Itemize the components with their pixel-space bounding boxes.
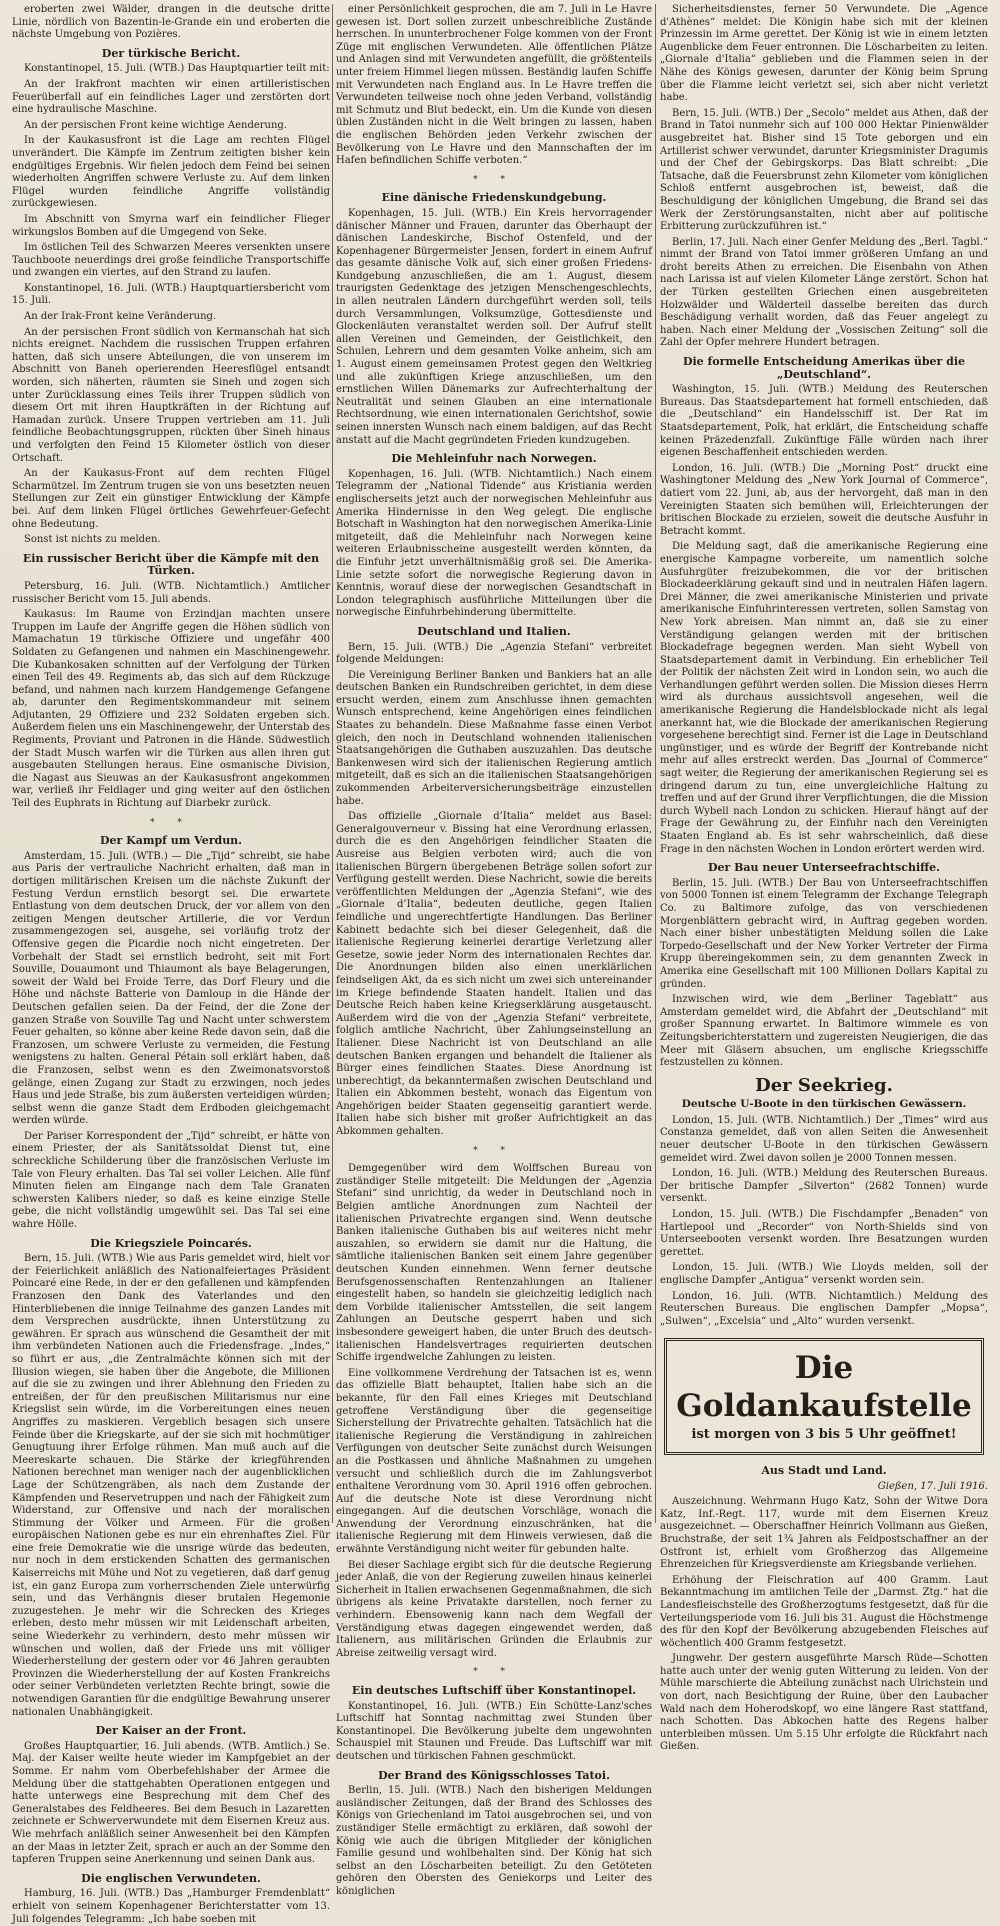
article-paragraph: Bei dieser Sachlage ergibt sich für die deutsche Regierung jeder Anlaß, die von der Regierung zuweilen hinaus keinerlei Sicherheit in Italien erwachsenen Gegenmaßnahmen, die sich übrigens als keine Privatakte darstellen, noch ferner zu verhindern. Ebensowenig kann nach dem Wegfall der Verständigung etwas dagegen eingewendet werden, daß Italienern, aus militärischen Gründen die Erlaubnis zur Abreise zeitweilig versagt wird. [336, 1559, 652, 1659]
article-paragraph: Petersburg, 16. Juli. (WTB. Nichtamtlich.) Amtlicher russischer Bericht vom 15. Juli abends. [12, 580, 330, 605]
article-paragraph: Sonst ist nichts zu melden. [24, 534, 161, 546]
article-paragraph: Hamburg, 16. Juli. (WTB.) Das „Hamburger Fremdenblatt“ erhielt von seinem Kopenhagener Berichterstatter vom 13. Juli folgendes Telegramm: „Ich habe soeben mit [12, 1888, 330, 1925]
article-headline: Eine dänische Friedenskundgebung. [381, 191, 607, 205]
article-paragraph: An der persischen Front keine wichtige Aenderung. [24, 119, 288, 131]
article-paragraph: London, 16. Juli. (WTB.) Meldung des Reuterschen Bureaus. Der britische Dampfer „Silverton“ (2682 Tonnen) wurde versenkt. [660, 1168, 988, 1205]
advertisement-box [664, 1338, 984, 1455]
article-headline: Der Kaiser an der Front. [95, 1724, 247, 1738]
section-separator: * * [150, 817, 192, 828]
article-paragraph: Kaukasus: Im Raume von Erzindjan machten unsere Truppen im Laufe der Angriffe gegen die Höhen südlich von Mamachatun 19 türkische Offiziere und ungefähr 400 Soldaten zu Gefangenen und nahmen ein Maschinengewehr. Die Kubankosaken schnitten auf der Verfolgung der Türken einen Teil des 49. Regiments ab, das sich auf dem Rückzuge befand, und nahmen nach kurzem Handgemenge Gefangene ab, darunter den Regimentskommandeur mit seinem Adjutanten, 29 Offiziere und 232 Soldaten ergeben sich. Außerdem fielen uns ein Maschinengewehr, der Unterstab des Regiments, Proviant und Patronen in die Hände. Südwestlich der Stadt Musch warfen wir die Türken aus allen ihren gut ausgebauten Stellungen heraus. Eine osmanische Division, die Nagast aus Sieuwas an der Kaukasusfront angekommen war, verließ ihr Feldlager und ging weiter auf den östlichen Teil des Euphrats in Richtung auf Diarbekr zurück. [12, 609, 330, 810]
article-paragraph: eroberten zwei Wälder, drangen in die deutsche dritte Linie, nördlich von Bazentin-le-Grande ein und eroberten die nächste Umgebung von Pozières. [12, 4, 330, 41]
article-headline: Die englischen Verwundeten. [81, 1871, 261, 1885]
article-paragraph: An der Irak-Front keine Veränderung. [24, 311, 217, 323]
section-separator: * * [473, 1667, 515, 1678]
article-paragraph: Im östlichen Teil des Schwarzen Meeres versenkten unsere Tauchboote neuerdings drei große feindliche Transportschiffe und zwangen ein viertes, auf den Strand zu laufen. [12, 242, 330, 279]
article-paragraph: An der Irakfront machten wir einen artilleristischen Feuerüberfall auf ein feindliches Lager und zerstörten dort eine hydraulische Maschine. [12, 78, 330, 116]
advertisement-title: Die Goldankaufstelle [676, 1350, 972, 1425]
article-paragraph: Jungwehr. Der gestern ausgeführte Marsch Rüde—Schotten hatte auch unter der wenig guten Witterung zu leiden. Von der Mühle marschierte die Abteilung zunächst nach Ulrichstein und von dort, nach Besichtigung der Ruine, über den Laubacher Wald nach dem Hoherodskopf, wo eine längere Rast stattfand, nach Schotten. Das Abkochen hatte des Regens halber unterbleiben müssen. Um 5.15 Uhr erfolgte die Rückfahrt nach Gießen. [660, 1653, 988, 1753]
article-paragraph: Großes Hauptquartier, 16. Juli abends. (WTB. Amtlich.) Se. Maj. der Kaiser weilte heute wieder im Kampfgebiet an der Somme. Er nahm vom Oberbefehlshaber der Armee die Meldung über die stattgehabten Operationen entgegen und hatte unterwegs eine Besprechung mit dem Chef des Generalstabes des Feldheeres. Bei dem Besuch in Lazaretten zeichnete er Schwerverwundete mit dem Eisernen Kreuz aus. Wie mehrfach anläßlich seiner Anwesenheit bei den Kämpfen an der Maas in letzter Zeit, sprach er auch an der Somme den tapferen Truppen seine Anerkennung und seinen Dank aus. [12, 1740, 330, 1866]
article-paragraph: Die Meldung sagt, daß die amerikanische Regierung eine energische Kampagne vorbereite, um namentlich solche Ausfuhrgüter freizubekommen, die vor der britischen Blockadeerklärung gekauft sind und in neutralen Häfen lagern. Drei Männer, die zwei amerikanische Ministerien und private amerikanische Einfuhrinteressen vertreten, sollen Samstag von New York abreisen. Man nimmt an, daß sie zu einer Verständigung gelangen werden mit der britischen Blockadefrage begegnen werden. Man sieht Wybell von Staatsdepartement damit in Verbindung. Ein erheblicher Teil der Politik der nächsten Zeit wird in London sein, wo auch die Verhandlungen geführt werden sollen. Die Mission dieses Herrn wird als durchaus aussichtsvoll angesehen, weil die amerikanische Regierung die Handelsblockade nicht als legal anerkannt hat, wie die Blockade der amerikanischen Regierung vorgesehene berechtigt sind. Ferner ist die Lage in Deutschland ungünstiger, und es würde der Begriff der Kontrebande nicht mehr auf alles erstreckt werden. Das „Journal of Commerce“ sagt weiter, die Regierung der amerikanischen Regierung sei es dringend darum zu tun, eine unvergleichliche Haltung zu treffen und auf der Grund ihrer Verpflichtungen, die die Mission durch Wybell nach London zu schicken. Hierauf hängt auf der Frage der Gewährung zu, der Einfuhr nach den Vereinigten Staaten England ab. Es ist sehr wahrscheinlich, daß diese Frage in den nächsten Wochen in London erörtert werden wird. [660, 541, 988, 855]
article-paragraph: Amsterdam, 15. Juli. (WTB.) — Die „Tijd“ schreibt, sie habe aus Paris der vertrauliche Nachricht erhalten, daß man in dortigen militärischen Kreisen um die nächste Zukunft der Festung Verdun ernstlich besorgt sei. Die erwartete Entlastung von dem deutschen Druck, der vor allem von den zeitigen Mengen deutscher Artillerie, die vor Verdun zusammengezogen sei, ausgehe, sei vorläufig trotz der Offensive gegen die Picardie noch nicht eingetreten. Der Vorbehalt der Stadt sei ernstlich bedroht, seit mit Fort Souville, Douaumont und Thiaumont als baye Belagerungen, soweit der Wald bei Froide Terre, das Dorf Fleury und die Höhe und nächste Batterie von Damloup in die Hände der Deutschen gefallen seien. Da der Feind, der die Zone der ganzen Straße von Souville Tag und Nacht unter schwerstem Feuer gehalten, so könne aber keine Rede davon sein, daß die Franzosen, um schwere Verluste zu vermeiden, die Festung wenigstens zu halten. General Pétain soll erklärt haben, daß die Franzosen, selbst wenn es den Zweimonatsvorstoß gelänge, einen Zugang zur Stadt zu erzwingen, noch jedes Haus und jede Straße, bis zum äußersten verteidigen würden; selbst wenn die ganze Stadt dem Erdboden gleichgemacht werden würde. [12, 850, 330, 1127]
article-paragraph: Im Abschnitt von Smyrna warf ein feindlicher Flieger wirkungslos Bomben auf die Umgegend von Seke. [12, 213, 330, 238]
dateline: Gießen, 17. Juli 1916. [877, 1480, 988, 1492]
article-paragraph: An der persischen Front südlich von Kermanschah hat sich nichts ereignet. Nachdem die russischen Truppen erfahren hatten, daß sich unsere Abteilungen, die von unserem im Abschnitt von Baneh operierenden Heeresflügel entsandt worden, sich näherten, räumten sie Sineh und zogen sich unter Zurücklassung eines Teils ihrer Truppen südlich von diesem Ort mit ihren Hauptkräften in der Richtung auf Hamadan zurück. Unsere Truppen vertrieben am 11. Juli feindliche Beobachtungsgruppen, rückten über Sineh hinaus und verfolgten den Feind 15 Kilometer östlich von dieser Ortschaft. [12, 326, 330, 464]
article-paragraph: Konstantinopel, 16. Juli. (WTB.) Ein Schütte-Lanz'sches Luftschiff hat Sonntag nachmittag zwei Stunden über Konstantinopel. Die Bevölkerung jubelte dem ungewohnten Schauspiel mit Staunen und Freude. Das Luftschiff war mit deutschen und türkischen Fahnen geschmückt. [336, 1700, 652, 1762]
article-headline: Der Bau neuer Unterseefrachtschiffe. [707, 861, 941, 875]
article-subheadline: Deutsche U-Boote in den türkischen Gewässern. [681, 1098, 967, 1111]
article-paragraph: Berlin, 17. Juli. Nach einer Genfer Meldung des „Berl. Tagbl.“ nimmt der Brand von Tatoi immer größeren Umfang an und droht bereits Athen zu erreichen. Die Eisenbahn von Athen nach Larissa ist auf vielen Kilometer Länge zerstört. Schon hat der Türken gestellten Griechen einen ausgebreiteten Holzwälder und Wälderteil dasselbe bereiten das durch Beschädigung verhallt worden, daß das Feuer angelegt zu haben. Nach einer Meldung der „Vossischen Zeitung“ soll die Zahl der Opfer mehrere Hundert betragen. [660, 236, 988, 349]
article-headline: Der türkische Bericht. [101, 46, 241, 60]
article-paragraph: Inzwischen wird, wie dem „Berliner Tageblatt“ aus Amsterdam gemeldet wird, die Abfahrt der „Deutschland“ mit großer Spannung erwartet. In Baltimore wimmele es von Zeitungsberichterstattern und zugereisten Neugierigen, die das Meer mit Gläsern absuchen, um englische Kriegsschiffe festzustellen zu können. [660, 994, 988, 1069]
article-paragraph: Konstantinopel, 15. Juli. (WTB.) Das Hauptquartier teilt mit: [24, 63, 330, 75]
article-paragraph: Washington, 15. Juli. (WTB.) Meldung des Reuterschen Bureaus. Das Staatsdepartement hat formell entschieden, daß die „Deutschland“ ein Handelsschiff ist. Der Rat im Staatsdepartement, Polk, hat erklärt, die Entscheidung schaffe keinen Präzedenzfall. Zukünftige Fälle würden nach ihrer eigenen Beschaffenheit entschieden werden. [660, 384, 988, 459]
article-paragraph: London, 15. Juli. (WTB.) Wie Lloyds melden, soll der englische Dampfer „Antigua“ versenkt worden sein. [660, 1262, 988, 1286]
article-paragraph: London, 16. Juli. (WTB.) Die „Morning Post“ druckt eine Washingtoner Meldung des „New York Journal of Commerce“, datiert vom 22. Juni, ab, aus der hervorgeht, daß man in den Vereinigten Staaten sich bemühen will, Erleichterungen der britischen Blockade zu erzielen, soweit die deutsche Ausfuhr in Betracht kommt. [660, 462, 988, 537]
article-headline: Die Mehleinfuhr nach Norwegen. [391, 452, 597, 466]
article-paragraph: Sicherheitsdienstes, ferner 50 Verwundete. Die „Agence d'Athènes“ meldet: Die Königin habe sich mit der kleinen Prinzessin im Arme gerettet. Der König ist wie in einem letzten Augenblicke dem Feuer entronnen. Die Löscharbeiten zu leiten. „Giornale d'Italia“ geblieben und die Flammen seien in der Nähe des Königs gewesen, darunter der König beim Sprung über die Flamme leicht verletzt sei, sich aber nicht verletzt habe. [660, 4, 988, 104]
article-headline: Der Seekrieg. [755, 1074, 893, 1096]
column-middle [336, 4, 652, 1897]
article-paragraph: Berlin, 15. Juli. (WTB.) Der Bau von Unterseefrachtschiffen von 5000 Tonnen ist einem Telegramm der Exchange Telegraph Co. zu Baltimore zufolge, das von verschiedenen Morgenblättern gebracht wird, in Auftrag gegeben worden. Nach einer bisher unbestätigten Meldung sollen die Lake Torpedo-Gesellschaft und der New Yorker Vertreter der Firma Krupp übereingekommen sein, zu dem genannten Zweck in Amerika eine Gesellschaft mit 100 Millionen Dollars Kapital zu gründen. [660, 877, 988, 990]
article-paragraph: Konstantinopel, 16. Juli. (WTB.) Hauptquartiersbericht vom 15. Juli. [12, 282, 330, 307]
article-paragraph: Bern, 15. Juli. (WTB.) Die „Agenzia Stefani“ verbreitet folgende Meldungen: [336, 641, 652, 666]
article-paragraph: Der Pariser Korrespondent der „Tijd“ schreibt, er hätte von einem Priester, der als Sanitätssoldat Dienst tut, eine schreckliche Schilderung über die französischen Verluste im Tale von Fleury erhalten. Das Tal sei voller Leichen. Alle fünf Minuten fielen am Eingange nach dem Tale Granaten schwersten Kalibers nieder, so daß es keine einzige Stelle gebe, die nicht vollständig umgewühlt sei. Das Tal sei eine wahre Hölle. [12, 1130, 330, 1231]
article-paragraph: Auszeichnung. Wehrmann Hugo Katz, Sohn der Witwe Dora Katz, Inf.-Regt. 117, wurde mit dem Eisernen Kreuz ausgezeichnet. — Oberschaffner Heinrich Vollmann aus Gießen, Bruchstraße, der seit 1¾ Jahren als Feldpostschaffner an der Ostfront ist, erhielt vom Großherzog das Allgemeine Ehrenzeichen für Kriegsverdienste am Kriegsbande verliehen. [660, 1496, 988, 1571]
article-paragraph: Kopenhagen, 16. Juli. (WTB. Nichtamtlich.) Nach einem Telegramm der „National Tidende“ aus Kristiania werden englischerseits jetzt auch der norwegischen Mehleinfuhr aus Amerika Hindernisse in den Weg gelegt. Die englische Botschaft in Washington hat den norwegischen Amerika-Linie mitgeteilt, daß die Mehleinfuhr nach Norwegen keine weiteren Erlaubnisscheine ausgestellt werden könnten, da die Einfuhr jetzt unverhältnismäßig groß sei. Die Amerika-Linie setzte sofort die norwegische Regierung davon in Kenntnis, worauf diese der norwegischen Gesandtschaft in London telegraphisch ausführliche Mitteilungen über die norwegische Einfuhrbehinderung übermittelte. [336, 468, 652, 619]
article-headline: Der Kampf um Verdun. [99, 834, 243, 848]
article-headline: Die Kriegsziele Poincarés. [90, 1236, 252, 1250]
article-paragraph: Erhöhung der Fleischration auf 400 Gramm. Laut Bekanntmachung im amtlichen Teile der „Darmst. Ztg.“ hat die Landesfleischstelle des Großherzogtums festgesetzt, daß für die Verteilungsperiode vom 16. Juli bis 31. August die Höchstmenge des für den Kopf der Bevölkerung abzugebenden Fleisches auf wöchentlich 400 Gramm festgesetzt. [660, 1574, 988, 1649]
article-headline: Aus Stadt und Land. [761, 1463, 887, 1477]
article-paragraph: London, 15. Juli. (WTB. Nichtamtlich.) Der „Times“ wird aus Constanza gemeldet, daß von allen Seiten die Anwesenheit neuer deutscher U-Boote in den türkischen Gewässern gemeldet wird. Zwei davon sollen je 2000 Tonnen messen. [660, 1114, 988, 1164]
article-paragraph: Demgegenüber wird dem Wolffschen Bureau von zuständiger Stelle mitgeteilt: Die Meldungen der „Agenzia Stefani“ sind unrichtig, da weder in Deutschland noch in Belgien amtliche Anordnungen zum Nachteil der italienischen Privatrechte ergangen sind. Wenn deutsche Banken italienische Guthaben bis auf weiteres nicht mehr auszahlen, so erwidern sie damit nur die Haltung, die sämtliche italienischen Banken seit einem Jahre gegenüber deutschen Kunden einnehmen. Wenn ferner deutsche Berufsgenossenschaften Rentenzahlungen an Italiener eingestellt haben, so handeln sie gleichzeitig lediglich nach dem Vorbilde italienischer Amtsstellen, die seit langem Zahlungen an Deutsche gesperrt haben und sich insbesondere geweigert haben, die unter Bruch des deutsch-italienischen Handelsvertrages requirierten deutschen Schiffe irgendwelche Zahlungen zu leisten. [336, 1163, 652, 1364]
column-left [12, 4, 331, 1925]
section-separator: * * [473, 1145, 515, 1156]
article-paragraph: Bern, 15. Juli. (WTB.) Der „Secolo“ meldet aus Athen, daß der Brand in Tatoi nunmehr sich auf 100 000 Hektar Pinienwälder ausgebreitet hat. Bisher sind 15 Tote geborgen und ein Artillerist schwer verwundet, darunter Kriegsminister Dragumis und der Chef der Gebirgskorps. Das Blatt schreibt: „Die Tatsache, daß die Feuersbrunst zehn Kilometer vom königlichen Schloß entfernt ausgebrochen ist, beweist, daß die Beschuldigung der königlichen Umgebung, die Brand sei das Werk der Zerstörungsanstalten, nicht aber auf politische Erbitterung zurückzuführen ist.“ [660, 107, 988, 233]
article-headline: Die formelle Entscheidung Amerikas über die „Deutschland“. [682, 355, 966, 381]
article-paragraph: London, 16. Juli. (WTB. Nichtamtlich.) Meldung des Reuterschen Bureaus. Die englischen Dampfer „Mopsa“, „Sulwen“, „Excelsia“ und „Alto“ wurden versenkt. [660, 1290, 988, 1327]
article-headline: Ein russischer Bericht über die Kämpfe mit den Türken. [22, 551, 320, 578]
column-divider [332, 4, 333, 1523]
section-separator: * * [473, 174, 515, 185]
article-paragraph: Kopenhagen, 15. Juli. (WTB.) Ein Kreis hervorragender dänischer Männer und Frauen, darunter das Oberhaupt der dänischen Landeskirche, Bischof Ostenfeld, und der Kopenhagener Bürgermeister Jensen, fordert in einem Aufruf das gesamte dänische Volk auf, sich einer großen Friedens-Kundgebung anzuschließen, die am 1. August, diesem traurigsten Gedenktage des jetzigen Menschengeschlechts, in allen neutralen Ländern durchgeführt werden soll, teils durch Versammlungen, Volksumzüge, Gottesdienste und Glockenläuten veranstaltet werden soll. Der Aufruf stellt allen Vereinen und Gemeinden, der Geistlichkeit, den Schulen, Lehrern und dem gesamten Volke anheim, sich am 1. August einem gemeinsamen Protest gegen den Weltkrieg und alle zukünftigen Kriege anzuschließen, um den ernstlichen Willen Dänemarks zur Aufrechterhaltung der Neutralität und seinen Glauben an eine internationale Rechtsordnung, wie einen internationalen Gerichtshof, sowie seinen innersten Wunsch nach einem baldigen, auf das Recht anstatt auf die Macht gegründeten Frieden kundzugeben. [336, 207, 652, 446]
article-paragraph: London, 15. Juli. (WTB.) Die Fischdampfer „Benaden“ von Hartlepool und „Recorder“ von North-Shields sind von Unterseebooten versenkt worden. Ihre Besatzungen wurden gerettet. [660, 1209, 988, 1258]
article-paragraph: Bern, 15. Juli. (WTB.) Wie aus Paris gemeldet wird, hielt vor der Feierlichkeit anläßlich des Nationalfeiertages Präsident Poincaré eine Rede, in der er den gefallenen und kämpfenden Franzosen den Dank des Vaterlandes und den Hinterbliebenen die innige Teilnahme des ganzen Landes mit dem Versprechen ausdrückte, ihnen Unterstützung zu gewähren. Er sprach aus wünschend die Gesamtheit der mit ihm verbündeten Nationen auch die Friedensfrage. „Indes,“ so führt er aus, „die Zentralmächte können sich mit der Illusion wiegen, sie haben über die Angebote, die Millionen auf die sie zu zwingen und ihrer Ablehnung den Frieden zu entreißen, der für den preußischen Militarismus nur eine Kriegslist sein würde, im die Vorbereitungen eines neuen Angriffes zu maskieren. Vergeblich besagen sich unsere Feinde über die Kriegskarte, auf der sie sich mit hochmütiger Genugtuung ihrer Erfolge rühmen. Man muß auch auf die Meereskarte schauen. Die Stärke der kriegführenden Nationen berechnet man weniger nach der augenblicklichen Lage der Schützengräben, als nach dem Zustande der Kämpfenden und Reservetruppen und nach der Fähigkeit zum Widerstand, zur Offensive und nach der moralischen Stimmung der Völker und Armeen. Für die großen europäischen Nationen gebe es nur ein ehrenhaftes Ziel. Für eine freie Demokratie wie die unsrige würde das bedeuten, nur noch in dem erstickenden Schatten des germanischen Kaiserreichs mit Mühe und Not zu vegetieren, daß darf genug ist, ein ganz Europa zum vorherrschenden Ziele unterwürfig sein, und das Verhängnis dieser brutalen Hegemonie zuzugestehen. Je mehr wir die Schrecken des Krieges erleben, desto mehr müssen wir mit Leidenschaft arbeiten, seine Wiederkehr zu verhindern, desto mehr müssen wir wünschen und wollen, daß der Friede uns mit völliger Wiederherstellung der gestern oder vor 46 Jahren geraubten Provinzen die Wiederherstellung der auf Kosten Frankreichs oder seiner Verbündeten verletzten Rechte bringt, sowie die notwendigen Garantien für die endgültige Bewahrung unserer nationalen Unabhängigkeit. [12, 1253, 331, 1718]
article-paragraph: Das offizielle „Giornale d’Italia“ meldet aus Basel: Generalgouverneur v. Bissing hat eine Verordnung erlassen, durch die es den Angehörigen feindlicher Staaten die Ausreise aus Belgien verboten wird; auch die von italienischen Bürgern übergebenen Beträge sollen sofort zur Verfügung gestellt werden. Diese Nachricht, sowie die bereits veröffentlichten Meldungen der „Agenzia Stefani“, wie des „Giornale d’Italia“, bedeuten deutliche, gegen Italien feindliche und ungerechtfertigte Handlungen. Das Berliner Kabinett bedachte sich bei dieser Gelegenheit, daß die italienische Regierung keinerlei derartige Verletzung aller Gesetze, sowie jeder Norm des internationalen Rechtes dar. Die Anordnungen bilden also einen unerklärlichen feindseligen Akt, da es sich nicht um zwei sich untereinander im Kriege befindende Staaten handelt. Italien und das Deutsche Reich haben keine Kriegserklärung ausgetauscht. Außerdem wird die von der „Agenzia Stefani“ verbreitete, folglich amtliche Nachricht, über Zahlungseinstellung an Italiener. Diese Nachricht ist von Deutschland an alle deutschen Banken ergangen und behandelt die Italiener als Bürger eines feindlichen Staates. Diese Anordnung ist unberechtigt, da bekanntermaßen zwischen Deutschland und Italien ein Abkommen besteht, wonach das Eigentum von Angehörigen beider Staaten gegenseitig garantiert werde. Italien habe sich bisher mit großer Aufrichtigkeit an das Abkommen gehalten. [336, 811, 652, 1138]
article-headline: Ein deutsches Luftschiff über Konstantinopel. [351, 1684, 637, 1697]
advertisement-subtitle: ist morgen von 3 bis 5 Uhr geöffnet! [691, 1427, 957, 1443]
article-paragraph: Die Vereinigung Berliner Banken und Bankiers hat an alle deutschen Banken ein Rundschreiben gerichtet, in dem diese ersucht werden, einem zum Anschlusse ihnen gemachten Wunsch entsprechend, keine Angehörigen eines feindlichen Staates zu behandeln. Diese Maßnahme fasse einen Verbot gleich, den noch in Deutschland wohnenden italienischen Staatsangehörigen die Guthaben auszuzahlen. Das deutsche Bankenwesen wird sich der italienischen Regierung amtlich mitgeteilt, daß es sich an die italienischen Staatsangehörigen zukommenden Arbeiterversicherungsbeiträge einzustellen habe. [336, 669, 652, 807]
article-headline: Deutschland und Italien. [417, 624, 571, 638]
article-paragraph: Eine vollkommene Verdrehung der Tatsachen ist es, wenn das offizielle Blatt behauptet, Italien habe sich an die bekannte, für den Fall eines Krieges mit Deutschland getroffene Verständigung über die gegenseitige Sicherstellung der Privatrechte gehalten. Tatsächlich hat die italienische Regierung die Verständigung in zahlreichen Verfügungen von deutscher Seite zunächst durch Weisungen an die Postkassen und ähnliche Maßnahmen zu umgehen versucht und schließlich durch die im Zahlungsverbot enthaltene Verordnung vom 30. April 1916 offen gebrochen. Auf die deutsche Note ist diese Verordnung nicht eingegangen. Auf die deutschen Vorschläge, wonach die Anwendung der Verordnung einzuschränken, hat die italienische Regierung mit dem Hinweis verwiesen, daß die erwähnte Verständigung nicht weiter für gebunden halte. [336, 1367, 652, 1556]
article-paragraph: In der Kaukasusfront ist die Lage am rechten Flügel unverändert. Die Kämpfe im Zentrum zeitigten bisher kein endgültiges Ergebnis. Wir fielen jedoch dem Feind bei seinen wiederholten Angriffen schwere Verluste zu. Auf dem linken Flügel wurden feindliche Angriffe vollständig zurückgewiesen. [12, 135, 330, 210]
article-headline: Der Brand des Königsschlosses Tatoi. [378, 1768, 610, 1782]
column-divider [655, 4, 656, 1523]
article-paragraph: einer Persönlichkeit gesprochen, die am 7. Juli in Le Havre gewesen ist. Dort sollen zurzeit unbeschreibliche Zustände herrschen. In ununterbrochener Folge kommen von der Front Züge mit englischen Verwundeten. Alle öffentlichen Plätze und Anlagen sind mit Verwundeten angefüllt, die größtenteils unter freiem Himmel liegen müssen. Beständig laufen Schiffe mit Verwundeten nach England aus. In Le Havre treffen die Verwundeten teilweise noch ohne jeden Verband, vollständig mit Schmutz und Blut bedeckt, ein. Um die Kunde von diesen üblen Zuständen nicht in die Welt bringen zu lassen, haben die englischen Behörden jeden Verkehr zwischen der Bevölkerung von Le Havre und den Mannschaften der im Hafen befindlichen Schiffe verboten.“ [336, 4, 652, 167]
article-paragraph: An der Kaukasus-Front auf dem rechten Flügel Scharmützel. Im Zentrum trugen sie von uns besetzten neuen Stellungen zur Zeit ein günstiger Entwicklung der Kämpfe bei. Auf dem linken Flügel örtliches Gewehrfeuer-Gefecht ohne Bedeutung. [12, 468, 330, 530]
column-right [660, 4, 988, 1753]
article-paragraph: Berlin, 15. Juli. (WTB.) Nach den bisherigen Meldungen ausländischer Zeitungen, daß der Brand des Schlosses des Königs von Griechenland im Tatoi ausgebrochen sei, und von zuständiger Stelle ermächtigt zu erklären, daß sowohl der König wie auch die übrigen Mitglieder der königlichen Familie gesund und wohlbehalten sind. Der König hat sich selbst an den Löscharbeiten beteiligt. Zu den Getöteten gehören den Obersten des Geniekorps und Leiter des königlichen [336, 1785, 652, 1897]
